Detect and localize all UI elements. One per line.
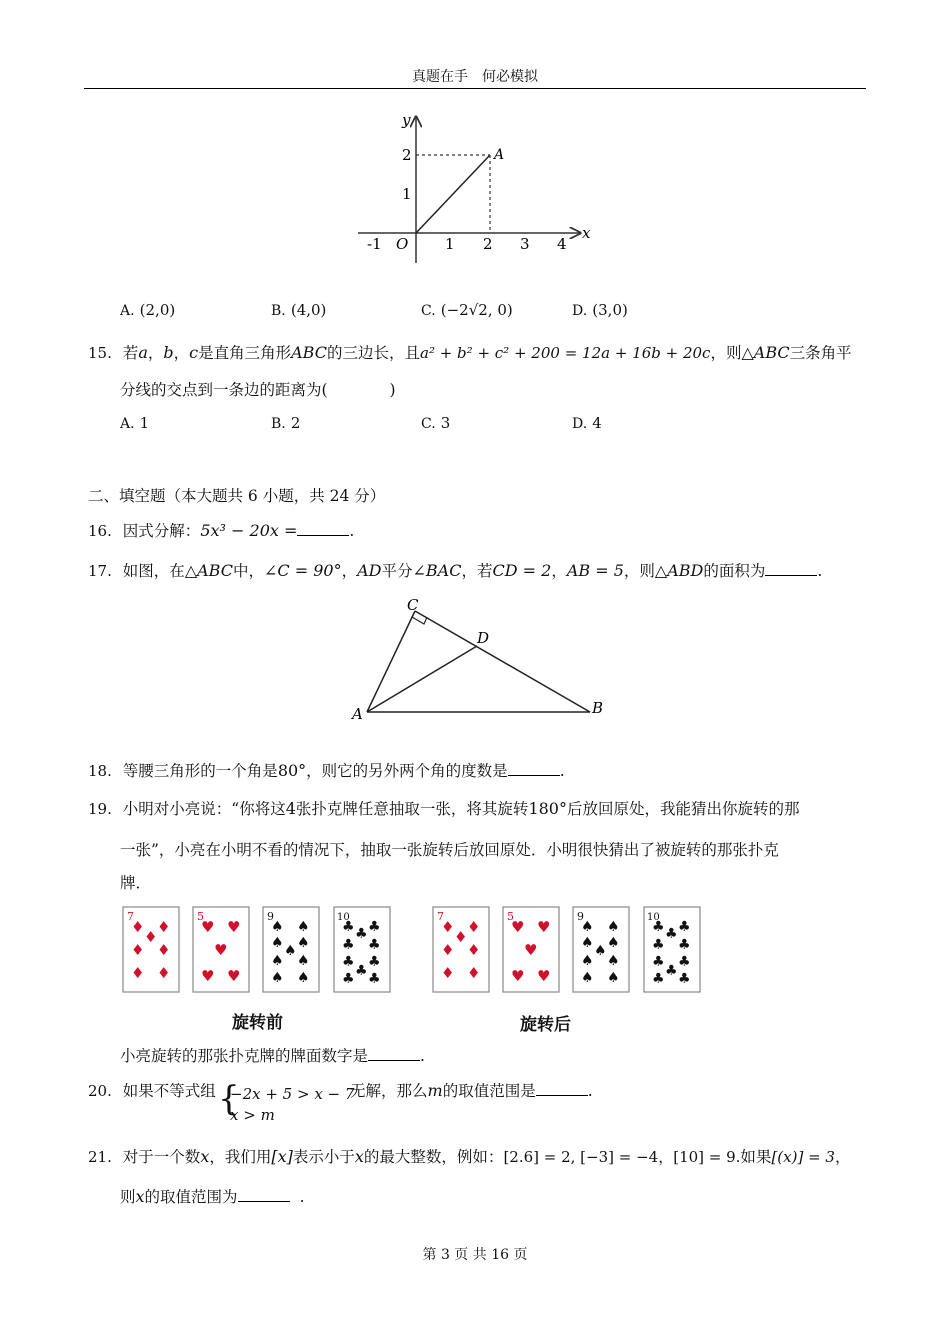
svg-text:♣: ♣ <box>342 954 355 970</box>
option-letter: D. <box>572 303 588 319</box>
page-header: 真题在手 何必模拟 <box>412 69 538 85</box>
text: 是直角三角形 <box>198 344 292 362</box>
answer-blank[interactable] <box>368 1048 420 1061</box>
svg-text:♠: ♠ <box>581 919 594 935</box>
card-9-spades <box>263 907 319 992</box>
svg-text:♠: ♠ <box>271 919 284 935</box>
svg-text:♠: ♠ <box>297 935 310 951</box>
question-15 <box>88 341 852 363</box>
text: . <box>817 562 823 580</box>
question-18 <box>88 759 565 781</box>
svg-text:♣: ♣ <box>652 954 665 970</box>
math: △ABC <box>184 561 233 580</box>
question-21 <box>88 1145 850 1167</box>
svg-text:♣: ♣ <box>678 954 691 970</box>
option-value: 2 <box>290 414 301 432</box>
svg-text:♦: ♦ <box>144 928 158 946</box>
svg-text:♠: ♠ <box>607 919 620 935</box>
svg-text:♠: ♠ <box>271 935 284 951</box>
math: 4 <box>285 799 296 818</box>
svg-text:♣: ♣ <box>665 963 678 979</box>
question-19-line2: 一张”，小亮在小明不看的情况下，抽取一张旋转后放回原处．小明很快猜出了被旋转的那张扑克 <box>120 841 779 859</box>
math: ABC <box>291 343 327 362</box>
math: m <box>427 1081 443 1100</box>
card-10-clubs <box>334 907 390 992</box>
svg-text:♠: ♠ <box>581 953 594 969</box>
x-tick-label: -1 <box>367 235 382 253</box>
label-before: 旋转前 <box>232 1013 283 1033</box>
equation: a² + b² + c² + 200 = 12a + 16b + 20c <box>420 344 711 362</box>
text: 则 <box>120 1188 136 1206</box>
svg-text:♣: ♣ <box>678 919 691 935</box>
answer-blank[interactable] <box>536 1083 588 1096</box>
section-title: 二、填空题（本大题共 6 小题，共 24 分） <box>88 487 386 505</box>
option-b[interactable] <box>271 413 300 432</box>
text: 的取值范围是 <box>442 1082 536 1100</box>
text: ，若 <box>461 562 493 580</box>
text: . <box>559 762 565 780</box>
option-value: (3,0) <box>592 301 628 319</box>
text: 因式分解： <box>122 522 201 540</box>
svg-text:♠: ♠ <box>607 935 620 951</box>
card-9-spades <box>573 907 629 992</box>
option-c[interactable] <box>421 413 450 432</box>
question-16 <box>88 519 354 541</box>
text: 小明对小亮说：“你将这 <box>122 800 286 818</box>
question-20-cont <box>350 1079 593 1101</box>
card-rank: 7 <box>127 910 134 923</box>
option-d[interactable] <box>572 413 602 432</box>
text: 如图，在 <box>122 562 185 580</box>
card-rank: 9 <box>267 910 274 923</box>
text: 若 <box>122 344 139 362</box>
svg-text:♣: ♣ <box>355 926 368 942</box>
brace-icon: { <box>218 1079 240 1119</box>
coordinate-graph <box>350 105 600 270</box>
card-10-clubs <box>644 907 700 992</box>
card-7-diamonds <box>433 907 489 992</box>
text: 张扑克牌任意抽取一张，将其旋转 <box>295 800 529 818</box>
svg-text:♦: ♦ <box>441 918 455 936</box>
text: 无解，那么 <box>350 1082 428 1100</box>
question-number: 15. <box>88 344 112 362</box>
triangle-figure <box>340 595 610 725</box>
svg-text:♦: ♦ <box>157 964 171 982</box>
svg-text:♥: ♥ <box>201 918 215 936</box>
math: x <box>200 1147 210 1166</box>
svg-text:♠: ♠ <box>607 953 620 969</box>
svg-text:♣: ♣ <box>368 937 381 953</box>
math: a <box>138 343 148 362</box>
inequality-1: −2x + 5 > x − 7 <box>230 1085 355 1103</box>
svg-text:♥: ♥ <box>227 967 241 985</box>
svg-text:♣: ♣ <box>368 919 381 935</box>
card-rank: 10 <box>647 912 660 923</box>
question-number: 18. <box>88 762 112 780</box>
text: 小亮旋转的那张扑克牌的牌面数字是 <box>120 1047 369 1065</box>
question-number: 20. <box>88 1082 112 1100</box>
x-tick-label: 1 <box>445 235 455 253</box>
svg-text:♣: ♣ <box>665 926 678 942</box>
text: 如果不等式组 <box>122 1082 216 1100</box>
math: [x] <box>271 1147 293 1166</box>
svg-text:♦: ♦ <box>467 941 481 959</box>
cards-before <box>120 905 400 997</box>
text: ，我们用 <box>209 1148 272 1166</box>
question-17 <box>88 559 822 581</box>
question-15-line2: 分线的交点到一条边的距离为( ) <box>120 381 396 399</box>
text: 的最大整数，例如： <box>363 1148 504 1166</box>
svg-text:♠: ♠ <box>297 953 310 969</box>
svg-text:♥: ♥ <box>201 967 215 985</box>
header-rule <box>84 88 866 89</box>
svg-text:♣: ♣ <box>355 963 368 979</box>
svg-text:♠: ♠ <box>271 953 284 969</box>
text: 后放回原处，我能猜出你旋转的那 <box>566 800 800 818</box>
label-after: 旋转后 <box>520 1015 571 1035</box>
y-axis-label: y <box>402 111 411 129</box>
text: 等腰三角形的一个角是 <box>122 762 278 780</box>
svg-text:♣: ♣ <box>368 954 381 970</box>
option-letter: D. <box>572 416 588 432</box>
svg-text:♥: ♥ <box>537 967 551 985</box>
condition: [(x)] = 3 <box>771 1148 835 1166</box>
option-letter: C. <box>421 416 436 432</box>
text: 中， <box>232 562 264 580</box>
svg-text:♣: ♣ <box>368 971 381 987</box>
option-a[interactable] <box>120 300 175 319</box>
point-D-label: D <box>477 629 490 647</box>
math: △ABD <box>654 561 704 580</box>
svg-text:♦: ♦ <box>467 918 481 936</box>
vertex-B-label: B <box>592 699 604 717</box>
inequality-2: x > m <box>230 1106 275 1124</box>
text: ，则 <box>623 562 655 580</box>
card-5-hearts <box>193 907 249 992</box>
card-5-hearts <box>503 907 559 992</box>
math: AB = 5 <box>566 561 624 580</box>
svg-text:♣: ♣ <box>342 971 355 987</box>
svg-text:♦: ♦ <box>441 964 455 982</box>
svg-text:♣: ♣ <box>342 919 355 935</box>
example: [2.6] = 2, [−3] = −4，[10] = 9. <box>503 1148 741 1166</box>
svg-text:♠: ♠ <box>297 919 310 935</box>
question-21-line2 <box>120 1185 305 1207</box>
text: . <box>349 522 355 540</box>
text: . <box>420 1047 425 1065</box>
x-tick-label: 4 <box>557 235 567 253</box>
x-axis-label: x <box>582 224 591 242</box>
math: △ABC <box>741 343 790 362</box>
option-value: (−2√2, 0) <box>440 301 513 319</box>
text: . <box>587 1082 593 1100</box>
side-CB <box>415 611 590 712</box>
svg-text:♣: ♣ <box>678 971 691 987</box>
segment-OA <box>416 155 490 233</box>
card-rank: 5 <box>197 910 204 923</box>
text: 平分 <box>381 562 413 580</box>
text: ， <box>173 344 190 362</box>
question-19-answer <box>120 1044 425 1066</box>
option-value: 4 <box>592 414 602 432</box>
expression: 5x³ − 20x = <box>200 521 298 540</box>
math: CD = 2 <box>492 561 552 580</box>
math: 180° <box>528 799 567 818</box>
text: 的取值范围为 <box>144 1188 238 1206</box>
answer-blank[interactable] <box>765 563 817 576</box>
vertex-C-label: C <box>407 596 419 614</box>
svg-text:♥: ♥ <box>511 918 525 936</box>
svg-text:♠: ♠ <box>284 943 297 959</box>
svg-text:♦: ♦ <box>454 928 468 946</box>
option-letter: C. <box>421 303 436 319</box>
question-number: 16. <box>88 522 112 540</box>
svg-text:♠: ♠ <box>271 970 284 986</box>
svg-text:♦: ♦ <box>131 941 145 959</box>
card-rank: 9 <box>577 910 584 923</box>
right-angle-mark <box>412 617 427 624</box>
question-20 <box>88 1079 216 1101</box>
svg-text:♠: ♠ <box>297 970 310 986</box>
math: ∠BAC <box>412 561 462 580</box>
text: ， <box>147 344 164 362</box>
option-a[interactable] <box>120 413 149 432</box>
option-b[interactable] <box>271 300 326 319</box>
svg-text:♦: ♦ <box>131 964 145 982</box>
text: ，则 <box>710 344 742 362</box>
answer-blank[interactable] <box>297 523 349 536</box>
svg-text:♠: ♠ <box>581 935 594 951</box>
page-footer: 第 3 页 共 16 页 <box>422 1247 528 1263</box>
text: ， <box>551 562 567 580</box>
option-letter: A. <box>120 303 135 319</box>
text: 三条角平 <box>789 344 852 362</box>
text: ， <box>834 1148 851 1166</box>
text: 的三边长，且 <box>326 344 420 362</box>
x-tick-label: 2 <box>483 235 493 253</box>
math: b <box>163 343 174 362</box>
text: ， <box>341 562 358 580</box>
svg-text:♣: ♣ <box>652 919 665 935</box>
text: 对于一个数 <box>122 1148 201 1166</box>
math: x <box>354 1147 364 1166</box>
cards-after <box>430 905 710 997</box>
text: 表示小于 <box>292 1148 355 1166</box>
svg-text:♠: ♠ <box>581 970 594 986</box>
math: 80° <box>277 761 307 780</box>
y-tick-label: 2 <box>402 146 412 164</box>
option-value: (4,0) <box>290 301 327 319</box>
svg-text:♦: ♦ <box>157 918 171 936</box>
option-letter: B. <box>271 416 286 432</box>
svg-text:♥: ♥ <box>511 967 525 985</box>
svg-text:♦: ♦ <box>157 941 171 959</box>
answer-blank[interactable] <box>238 1189 290 1202</box>
y-tick-label: 1 <box>402 185 412 203</box>
card-rank: 10 <box>337 912 350 923</box>
svg-text:♣: ♣ <box>678 937 691 953</box>
math: ∠C = 90° <box>263 561 342 580</box>
card-rank: 5 <box>507 910 514 923</box>
math: x <box>135 1187 145 1206</box>
text: ，则它的另外两个角的度数是 <box>306 762 508 780</box>
question-number: 17. <box>88 562 112 580</box>
svg-text:♦: ♦ <box>467 964 481 982</box>
svg-text:♥: ♥ <box>214 941 228 959</box>
option-letter: A. <box>120 416 135 432</box>
point-A-label: A <box>494 147 505 163</box>
svg-text:♣: ♣ <box>652 937 665 953</box>
svg-text:♣: ♣ <box>652 971 665 987</box>
option-value: 3 <box>440 414 451 432</box>
option-value: (2,0) <box>139 301 176 319</box>
question-19-line3: 牌． <box>120 874 152 892</box>
question-19 <box>88 797 800 819</box>
text: . <box>299 1188 305 1206</box>
svg-text:♦: ♦ <box>131 918 145 936</box>
x-tick-label: 3 <box>520 235 530 253</box>
svg-text:♣: ♣ <box>342 937 355 953</box>
question-number: 19. <box>88 800 112 818</box>
svg-text:♠: ♠ <box>594 943 607 959</box>
option-value: 1 <box>139 414 150 432</box>
svg-text:♦: ♦ <box>441 941 455 959</box>
answer-blank[interactable] <box>508 763 560 776</box>
math: AD <box>357 561 382 580</box>
svg-text:♥: ♥ <box>227 918 241 936</box>
origin-label: O <box>396 235 409 253</box>
vertex-A-label: A <box>352 705 363 723</box>
card-7-diamonds <box>123 907 179 992</box>
text: 如果 <box>740 1148 772 1166</box>
svg-text:♠: ♠ <box>607 970 620 986</box>
card-rank: 7 <box>437 910 444 923</box>
option-letter: B. <box>271 303 286 319</box>
svg-text:♥: ♥ <box>537 918 551 936</box>
option-c[interactable] <box>421 300 513 319</box>
svg-text:♥: ♥ <box>524 941 538 959</box>
math: c <box>189 343 199 362</box>
text: 的面积为 <box>703 562 766 580</box>
option-d[interactable] <box>572 300 628 319</box>
question-number: 21. <box>88 1148 112 1166</box>
